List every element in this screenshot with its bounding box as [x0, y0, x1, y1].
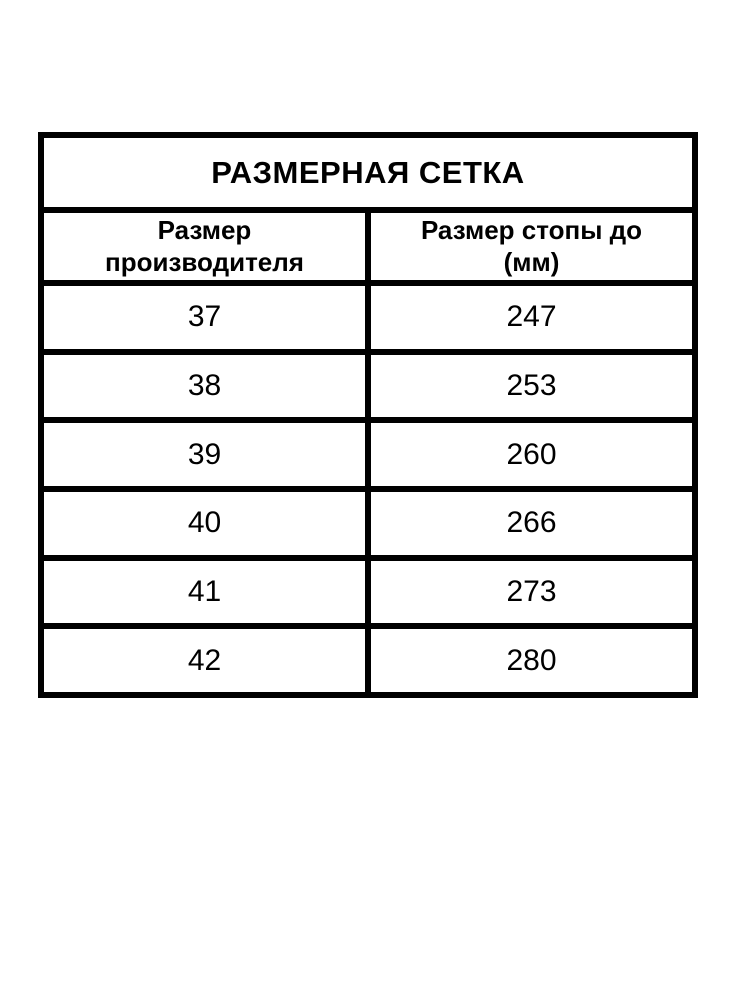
size-chart-table: [38, 132, 698, 698]
header-line: (мм): [503, 246, 560, 277]
manufacturer-size-cell: 37: [41, 283, 368, 352]
manufacturer-size-cell: 38: [41, 352, 368, 421]
table-header-row: [41, 210, 695, 283]
table-row: [41, 283, 695, 352]
foot-length-cell: 273: [368, 558, 695, 627]
foot-length-cell: 247: [368, 283, 695, 352]
table-row: [41, 489, 695, 558]
foot-length-cell: 253: [368, 352, 695, 421]
foot-length-cell: 260: [368, 420, 695, 489]
manufacturer-size-cell: 41: [41, 558, 368, 627]
column-header-foot-length: [368, 210, 695, 283]
manufacturer-size-cell: 40: [41, 489, 368, 558]
table-row: [41, 626, 695, 695]
table-row: [41, 352, 695, 421]
header-line: Размер: [157, 214, 252, 245]
table-title-row: [41, 135, 695, 210]
foot-length-cell: 266: [368, 489, 695, 558]
header-line: Размер стопы до: [420, 214, 643, 245]
foot-length-cell: 280: [368, 626, 695, 695]
table-row: [41, 420, 695, 489]
header-line: производителя: [105, 246, 304, 277]
table-title: РАЗМЕРНАЯ СЕТКА: [41, 135, 695, 210]
manufacturer-size-cell: 42: [41, 626, 368, 695]
table-row: [41, 558, 695, 627]
column-header-manufacturer-size: [41, 210, 368, 283]
manufacturer-size-cell: 39: [41, 420, 368, 489]
